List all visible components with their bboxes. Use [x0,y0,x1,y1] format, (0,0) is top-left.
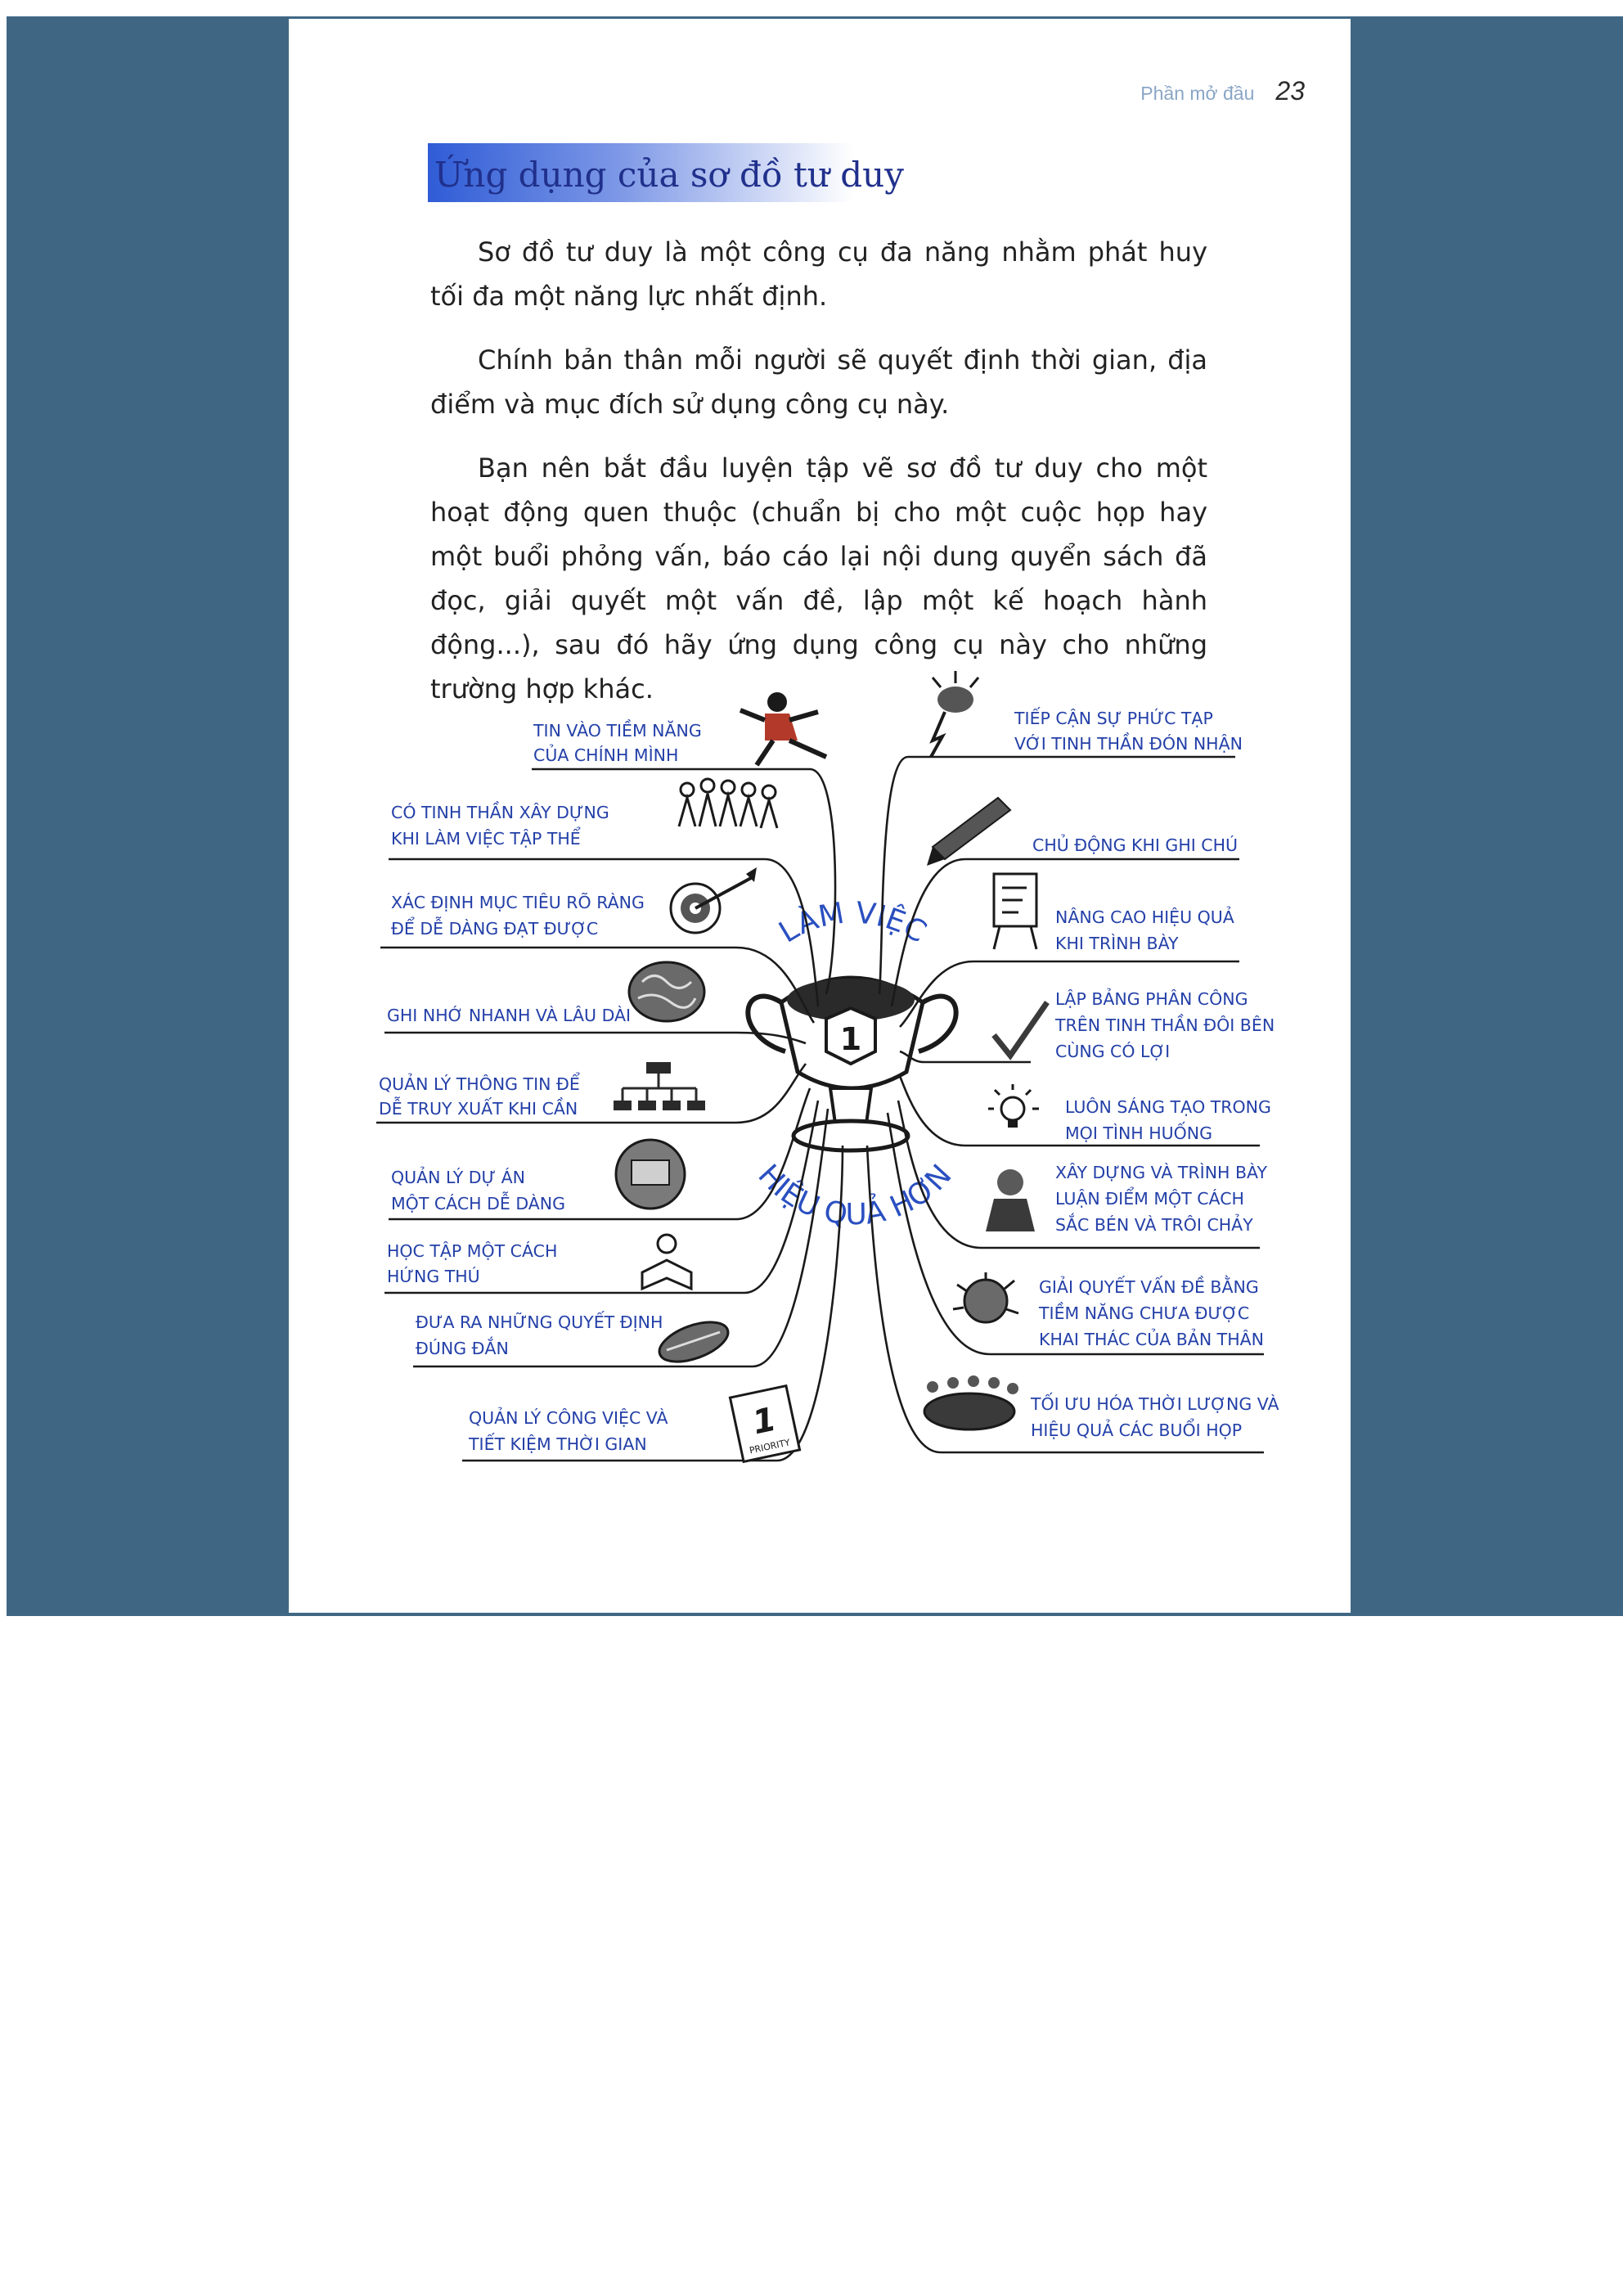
priority-calendar-icon [730,1386,799,1462]
branch-label: LUẬN ĐIỂM MỘT CÁCH [1055,1189,1244,1209]
branch-label: CÙNG CÓ LỢI [1055,1042,1171,1061]
branch-label: TIẾT KIỆM THỜI GIAN [469,1434,647,1454]
center-title-top: LÀM VIỆC [773,896,933,950]
branch-label: CỦA CHÍNH MÌNH [533,745,679,765]
branch-label: XÂY DỰNG VÀ TRÌNH BÀY [1055,1163,1267,1182]
branch-label: LUÔN SÁNG TẠO TRONG [1065,1097,1271,1117]
branch-left-8 [413,1109,828,1370]
branch-label: ĐÚNG ĐẮN [416,1339,509,1358]
branch-label: TRÊN TINH THẦN ĐÔI BÊN [1055,1015,1275,1035]
branch-label: MỌI TÌNH HUỐNG [1065,1123,1212,1143]
calendar-number: 1 [749,1400,780,1443]
branch-left-5 [376,1062,806,1123]
branch-right-5 [900,1076,1271,1146]
explosion-icon [953,1272,1018,1322]
branch-label: TIẾP CẬN SỰ PHỨC TẠP [1014,709,1213,728]
branch-label: QUẢN LÝ DỰ ÁN [391,1168,525,1187]
branch-label: QUẢN LÝ CÔNG VIỆC VÀ [469,1408,668,1428]
branch-label: GHI NHỚ NHANH VÀ LÂU DÀI [387,1006,632,1025]
branch-label: KHI TRÌNH BÀY [1055,934,1179,953]
branch-label: TIN VÀO TIỀM NĂNG [533,721,702,741]
trophy-number: 1 [839,1021,862,1057]
branch-label: CHỦ ĐỘNG KHI GHI CHÚ [1032,835,1239,855]
branch-left-4 [384,962,806,1043]
pencil-icon [927,798,1010,866]
reading-book-icon [642,1235,691,1289]
paragraph-1: Sơ đồ tư duy là một công cụ đa năng nhằm phát huy tối đa một năng lực nhất định. [430,236,1207,312]
thinker-icon [986,1169,1035,1231]
branch-label: SẮC BÉN VÀ TRÔI CHẢY [1055,1215,1253,1235]
branch-label: QUẢN LÝ THÔNG TIN ĐỂ [379,1074,580,1094]
running-header-label: Phần mở đầu [1140,83,1255,104]
project-icon [616,1140,685,1209]
center-title-bottom: HIỆU QUẢ HƠN [751,1158,959,1232]
branch-label: CÓ TINH THẦN XÂY DỰNG [391,803,609,822]
branch-label: DỄ TRUY XUẤT KHI CẦN [379,1099,578,1119]
branch-label: ĐỂ DỄ DÀNG ĐẠT ĐƯỢC [391,919,599,939]
branch-label: TỐI ƯU HÓA THỜI LƯỢNG VÀ [1031,1394,1279,1414]
brain-icon [629,962,704,1021]
branch-label: KHI LÀM VIỆC TẬP THỂ [391,829,581,849]
flipchart-icon [994,874,1036,949]
team-people-icon [679,779,777,828]
branch-label: LẬP BẢNG PHÂN CÔNG [1055,989,1248,1009]
branch-label: HỨNG THÚ [387,1267,480,1286]
branch-label: KHAI THÁC CỦA BẢN THÂN [1039,1330,1264,1349]
branch-label: VỚI TINH THẦN ĐÓN NHẬN [1014,734,1243,754]
branch-right-4 [900,988,1275,1062]
target-arrow-icon [671,867,757,933]
lightbulb-icon [988,1084,1039,1128]
paragraph-3: Bạn nên bắt đầu luyện tập vẽ sơ đồ tư duy cho một hoạt động quen thuộc (chuẩn bị cho một cuộc họp hay một buổi phỏng vấn, báo cáo lại nội dung quyển sách đã đọc, giải quyết một vấn đề, lập một kế hoạch hành động...), sau đó hãy ứng dụng công cụ này cho những trường hợp khác. [430,452,1207,705]
branch-label: HIỆU QUẢ CÁC BUỔI HỌP [1031,1420,1243,1440]
branch-right-6 [898,1101,1267,1248]
page-number: 23 [1275,76,1305,106]
storm-cloud-icon [931,671,978,757]
martial-artist-icon [740,692,826,765]
branch-left-3 [380,867,814,1023]
checkmark-icon [994,1002,1047,1056]
branch-right-2 [892,798,1239,1006]
branch-label: XÁC ĐỊNH MỤC TIÊU RÕ RÀNG [391,893,645,912]
decision-disc-icon [654,1314,733,1370]
branch-label: GIẢI QUYẾT VẤN ĐỀ BẰNG [1039,1277,1259,1297]
branch-label: TIỀM NĂNG CHƯA ĐƯỢC [1039,1303,1250,1323]
org-chart-icon [614,1062,705,1110]
branch-label: MỘT CÁCH DỄ DÀNG [391,1194,566,1213]
branch-label: HỌC TẬP MỘT CÁCH [387,1241,558,1261]
paragraph-2: Chính bản thân mỗi người sẽ quyết định thời gian, địa điểm và mục đích sử dụng công cụ này. [430,344,1207,420]
branch-label: ĐƯA RA NHỮNG QUYẾT ĐỊNH [416,1312,663,1332]
branch-label: NÂNG CAO HIỆU QUẢ [1055,907,1234,927]
section-heading: Ứng dụng của sơ đồ tư duy [434,155,904,195]
calendar-priority-text: PRIORITY [748,1437,791,1456]
meeting-table-icon [924,1375,1018,1429]
